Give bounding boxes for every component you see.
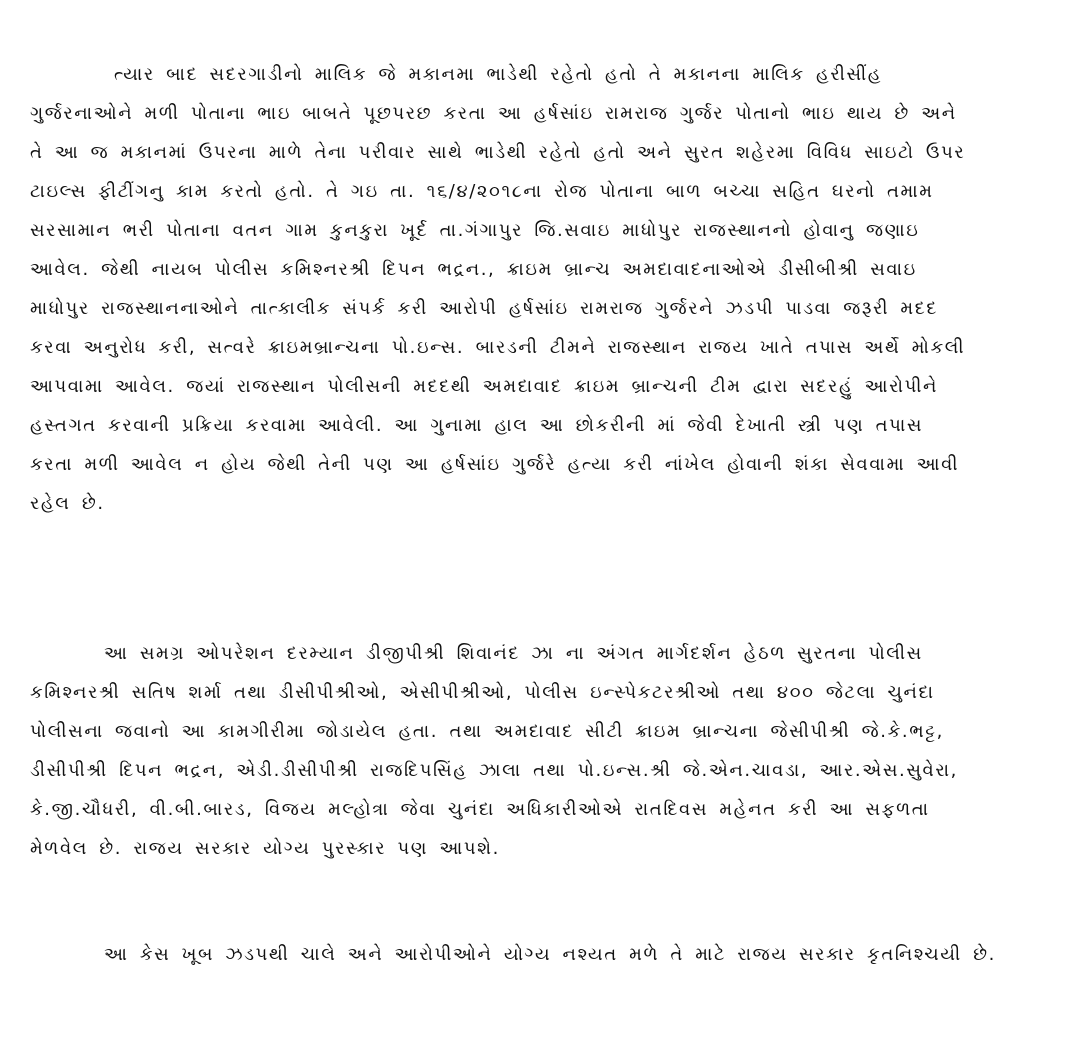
- text-line: કમિશ્નરશ્રી સતિષ શર્મા તથા ડીસીપીશ્રીઓ, એસીપીશ્રીઓ, પોલીસ ઇન્સ્પેકટરશ્રીઓ તથા ૪૦૦ જેટલા ચુનંદા: [30, 682, 935, 703]
- paragraph-conclusion: [30, 935, 1030, 974]
- text-line: આ સમગ્ર ઓપરેશન દરમ્યાન ડીજીપીશ્રી શિવાનંદ ઝા ના અંગત માર્ગદર્શન હેઠળ સુરતના પોલીસ: [104, 643, 923, 664]
- text-line: કે.જી.ચૌધરી, વી.બી.બારડ, વિજય મલ્હોત્રા જેવા ચુનંદા અધિકારીઓએ રાતદિવસ મહેનત કરી આ સફળતા: [30, 799, 930, 820]
- text-line: તે આ જ મકાનમાં ઉપરના માળે તેના પરીવાર સાથે ભાડેથી રહેતો હતો અને સુરત શહેરમા વિવિધ સાઇટો ઉપર: [30, 142, 966, 163]
- text-line: આવેલ. જેથી નાયબ પોલીસ કમિશ્નરશ્રી દિપન ભદ્રન., ક્રાઇમ બ્રાન્ચ અમદાવાદનાઓએ ડીસીબીશ્રી સવાઇ: [30, 259, 917, 280]
- text-line: સરસામાન ભરી પોતાના વતન ગામ કુનકુરા ખૂર્દ તા.ગંગાપુર જિ.સવાઇ માધોપુર રાજસ્થાનનો હોવાનુ જણાઇ: [30, 220, 920, 241]
- text-line: ત્યાર બાદ સદરગાડીનો માલિક જે મકાનમા ભાડેથી રહેતો હતો તે મકાનના માલિક હરીસીંહ: [114, 64, 883, 85]
- text-line: આપવામા આવેલ. જયાં રાજસ્થાન પોલીસની મદદથી અમદાવાદ ક્રાઇમ બ્રાન્ચની ટીમ દ્વારા સદરહું આરોપીને: [30, 376, 939, 397]
- text-line: મેળવેલ છે. રાજય સરકાર યોગ્ય પુરસ્કાર પણ આપશે.: [30, 838, 500, 859]
- text-line: પોલીસના જવાનો આ કામગીરીમા જોડાયેલ હતા. તથા અમદાવાદ સીટી ક્રાઇમ બ્રાન્ચના જેસીપીશ્રી જે.કે.ભટ્ટ,: [30, 721, 944, 742]
- text-line: ગુર્જરનાઓને મળી પોતાના ભાઇ બાબતે પૂછપરછ કરતા આ હર્ષસાંઇ રામરાજ ગુર્જર પોતાનો ભાઇ થાય છે અને: [30, 103, 957, 124]
- text-line: આ કેસ ખૂબ ઝડપથી ચાલે અને આરોપીઓને યોગ્ય નશ્યત મળે તે માટે રાજય સરકાર કૃતનિશ્ચયી છે.: [104, 944, 996, 965]
- text-line: રહેલ છે.: [30, 493, 105, 514]
- text-line: કરવા અનુરોધ કરી, સત્વરે ક્રાઇમબ્રાન્ચના પો.ઇન્સ. બારડની ટીમને રાજસ્થાન રાજય ખાતે તપાસ અર્થે મોકલી: [30, 337, 966, 358]
- text-line: માધોપુર રાજસ્થાનનાઓને તાત્કાલીક સંપર્ક કરી આરોપી હર્ષસાંઇ રામરાજ ગુર્જરને ઝડપી પાડવા જરૂરી મદદ: [30, 298, 939, 319]
- paragraph-operation-credits: [30, 634, 1030, 868]
- text-line: કરતા મળી આવેલ ન હોય જેથી તેની પણ આ હર્ષસાંઇ ગુર્જરે હત્યા કરી નાંખેલ હોવાની શંકા સેવવામા આવી: [30, 454, 960, 475]
- text-line: ટાઇલ્સ ફીટીંગનુ કામ કરતો હતો. તે ગઇ તા. ૧૬/૪/૨૦૧૮ના રોજ પોતાના બાળ બચ્ચા સહિત ઘરનો તમામ: [30, 181, 934, 202]
- text-line: ડીસીપીશ્રી દિપન ભદ્રન, એડી.ડીસીપીશ્રી રાજદિપસિંહ ઝાલા તથા પો.ઇન્સ.શ્રી જે.એન.ચાવડા, આર.એસ.સુવેરા,: [30, 760, 958, 781]
- text-line: હસ્તગત કરવાની પ્રક્રિયા કરવામા આવેલી. આ ગુનામા હાલ આ છોકરીની માં જેવી દેખાતી સ્ત્રી પણ તપાસ: [30, 415, 924, 436]
- paragraph-investigation: [30, 55, 1030, 523]
